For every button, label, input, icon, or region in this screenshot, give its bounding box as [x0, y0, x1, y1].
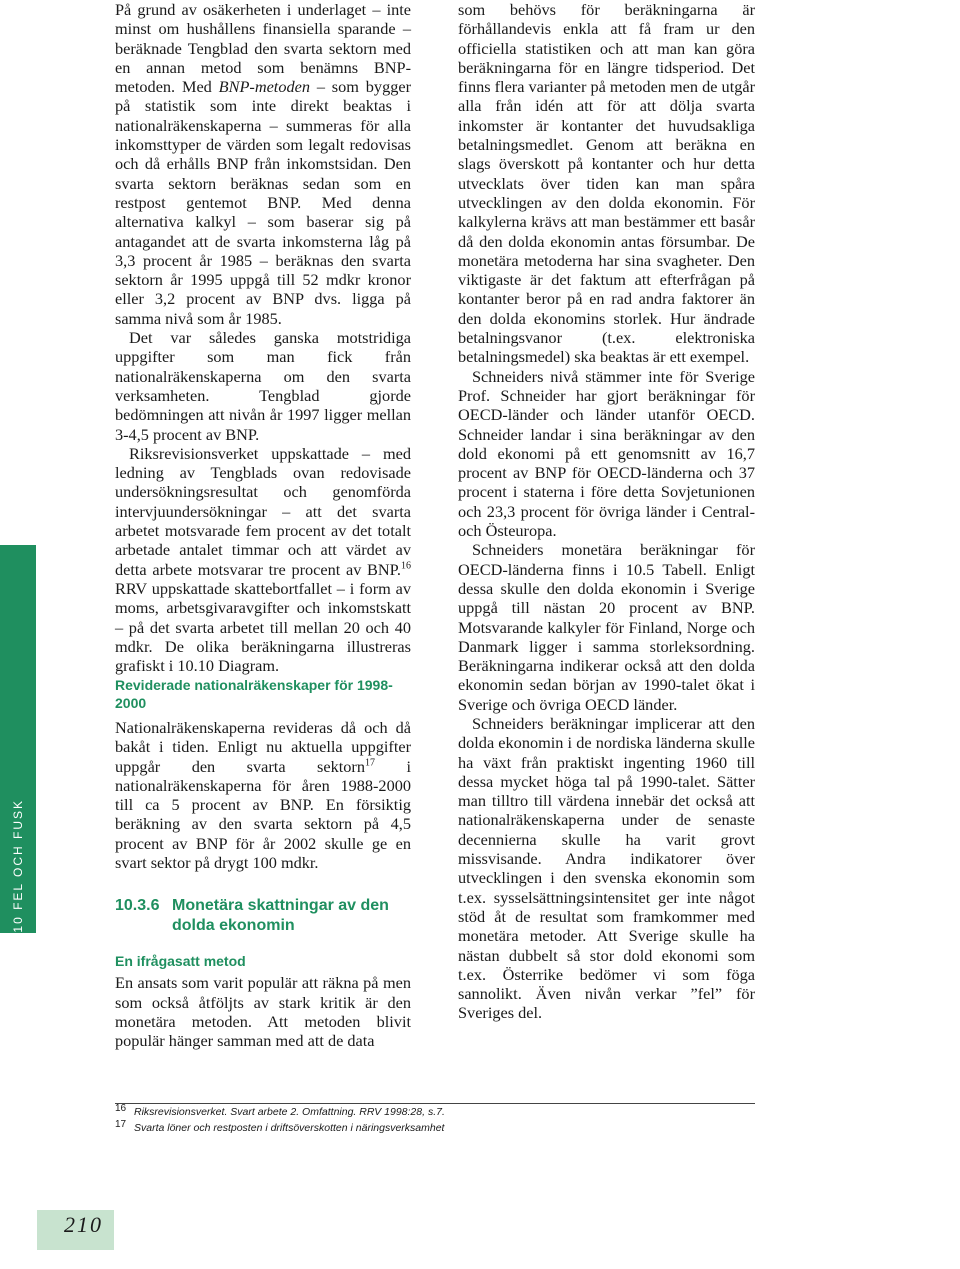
section-title: Monetära skattningar av den dolda ekonomin [172, 897, 389, 935]
chapter-side-tab-label-wrap [0, 545, 36, 933]
subheading-ifragasatt: En ifrågasatt metod [115, 953, 246, 970]
left-p3-text: Riksrevisionsverket uppskattade – med ledning av Tengblads ovan redovisade undersökningsresultat och genomförda intervjuundersökningar – att det svarta arbetet motsvarade fem procent av det totalt arbetade antalet timmar och att värdet av detta arbete motsvarar tre procent av BNP. [115, 443, 411, 579]
right-paragraph-4: Schneiders beräkningar implicerar att den dolda ekonomin i de nordiska länderna skulle ha växt från praktiskt ingenting 1960 till dessa mycket höga tal på 1990-talet. Sätter man tilltro till värdena innebär det också att nationalräkenskaperna under de senaste decennierna skulle ha varit grovt missvisande. Andra indikatorer över utvecklingen i den svenska ekonomin som t.ex. sysselsättningsintensitet ger inte något stöd åt de resultat som framkommer med monetära metoder. Att Sverige skulle ha nästan dubbelt så stor dold ekonomi som t.ex. Österrike bedömer vi som föga sannolikt. Även nivån verkar ”fel” för Sveriges del. [458, 713, 755, 1023]
footnote-ref-16[interactable]: 16 [401, 560, 411, 572]
left-p3-rest: RRV uppskattade skattebortfallet – i form av moms, arbetsgivaravgifter och inkomstskatt – på det svarta arbetet till mellan 20 och 40 mdkr. De olika beräkningarna illustreras grafiskt i 10.10 Diagram. [115, 578, 411, 676]
left-paragraph-4 [115, 718, 411, 872]
section-number: 10.3.6 [115, 897, 160, 915]
page-number: 210 [64, 1212, 103, 1237]
right-column [458, 0, 755, 1023]
footnote-16 [115, 1104, 755, 1120]
left-p1-emphasis: BNP-metoden [218, 77, 310, 97]
left-p1-rest: – som bygger på statistik som inte direkt beaktas i nationalräkenskaperna – summeras för alla inkomsttyper de värden som legalt redovisas och då erhålls BNP från inkomstsidan. Den svarta sektorn beräknas sedan som en restpost gentemot BNP. Med denna alternativa kalkyl – som baserar sig på antagandet att de svarta inkomsterna låg på 3,3 procent år 1985 – beräknas den svarta sektorn år 1995 uppgå till 52 mdkr kronor eller 3,2 procent av BNP dvs. ligga på samma nivå som år 1985. [115, 77, 411, 328]
footnote-number: 16 [115, 1103, 127, 1114]
left-paragraph-2: Det var således ganska motstridiga uppgifter som man fick från nationalräkenskaperna om den svarta verksamheten. Tengblad gjorde bedömningen att nivån år 1997 ligger mellan 3-4,5 procent av BNP. [115, 328, 411, 444]
left-paragraph-3 [115, 444, 411, 676]
left-paragraph-1 [115, 0, 411, 328]
footnotes [115, 1104, 755, 1136]
footnote-text: Svarta löner och restposten i driftsöverskotten i näringsverksamhet [134, 1122, 445, 1134]
left-paragraph-5: En ansats som varit populär att räkna på men som också åtföljts av stark kritik är den monetära metoden. Att metoden blivit populär hänger samman med att de data [115, 973, 411, 1051]
left-p4-text: Nationalräkenskaperna revideras då och då bakåt i tiden. Enligt nu aktuella uppgifter uppgår den svarta sektorn [115, 718, 411, 776]
right-paragraph-3: Schneiders monetära beräkningar för OECD-länderna finns i 10.5 Tabell. Enligt dessa skulle den dolda ekonomin i Sverige uppgå till nästan 20 procent av BNP. Motsvarande kalkyler för Finland, Norge och Danmark ligger i samma storleksordning. Beräkningarna indikerar också att den dolda ekonomin sedan början av 1990-talet ökat i Sverige och övriga OECD länder. [458, 540, 755, 714]
footnote-ref-17[interactable]: 17 [364, 757, 375, 769]
left-p1-text: På grund av osäkerheten i underlaget – inte minst om hushållens finansiella sparande – beräknade Tengblad den svarta sektorn med en annan metod som benämns BNP-metoden. Med [115, 0, 411, 97]
right-paragraph-2: Schneiders nivå stämmer inte för Sverige Prof. Schneider har gjort beräkningar för OECD-länder och länder utanför OECD. Schneider landar i sina beräkningar av den dold ekonomi på ett genomsnitt av 16,7 procent av BNP för OECD-länderna och 37 procent i staterna i före detta Sovjetunionen och 23,3 procent för övriga länder i Central- och Östeuropa. [458, 366, 755, 541]
subheading-reviderade: Reviderade nationalräkenskaper för 1998-2000 [115, 677, 393, 711]
footnote-text: Riksrevisionsverket. Svart arbete 2. Omfattning. RRV 1998:28, s.7. [134, 1106, 445, 1118]
right-paragraph-1: som behövs för beräkningarna är förhållandevis enkla att få fram ur den officiella statistiken och att man kan göra beräkningarna för en längre tidsperiod. Det finns flera varianter på metoden men de utgår alla från idén att för att dölja svarta inkomster är kontanter det huvudsakliga betalningsmedlet. Genom att beräkna en slags överskott på kontanter och hur detta utvecklats över tiden kan man spåra utvecklingen av den dolda ekonomin. För kalkylerna krävs att man bestämmer ett basår då den dolda ekonomin antas försumbar. De monetära metoderna har sina svagheter. Den viktigaste är det faktum att efterfrågan på kontanter beror på en rad andra faktorer än den dolda ekonomins storlek. Hur ändrade betalningsvanor (t.ex. elektroniska betalningsmedel) ska beaktas är ett exempel. [458, 0, 756, 367]
footnote-number: 17 [115, 1119, 127, 1130]
chapter-side-tab-label: 10 FEL OCH FUSK [11, 799, 25, 933]
section-heading [115, 896, 411, 936]
left-column [115, 0, 411, 675]
footnote-17 [115, 1120, 755, 1136]
left-p4-rest: i nationalräkenskaperna för åren 1988-2000 till ca 5 procent av BNP. En försiktig beräkning av den svarta sektorn på 4,5 procent av BNP för år 2002 skulle ge en svart sektor på drygt 100 mdkr. [115, 756, 411, 873]
left-column-lower [115, 676, 411, 1051]
